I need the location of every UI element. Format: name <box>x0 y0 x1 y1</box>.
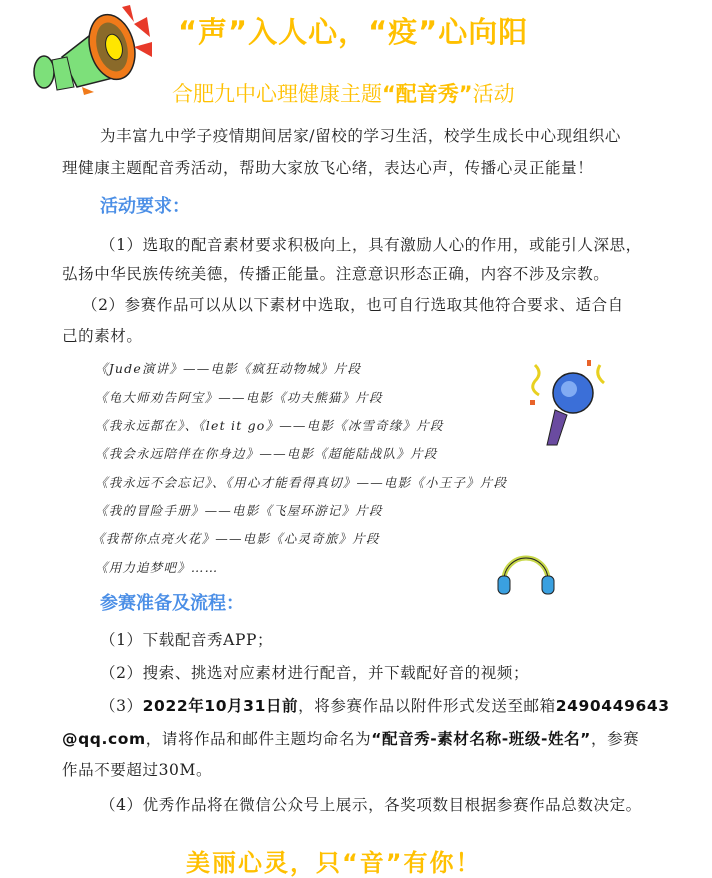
material-item: 《我永远都在》、《let it go》——电影《冰雪奇缘》片段 <box>95 418 444 433</box>
material-item: 《龟大师劝告阿宝》——电影《功夫熊猫》片段 <box>95 390 383 405</box>
subtitle-highlight: “配音秀” <box>382 82 473 106</box>
intro-line-2: 理健康主题配音秀活动，帮助大家放飞心绪，表达心声，传播心灵正能量！ <box>62 159 594 177</box>
material-item: 《我会永远陪伴在你身边》——电影《超能陆战队》片段 <box>95 446 438 461</box>
megaphone-icon <box>22 2 157 97</box>
material-item: 《Jude演讲》——电影《疯狂动物城》片段 <box>95 361 362 376</box>
requirement-1-line-1: （1）选取的配音素材要求积极向上，具有激励人心的作用，或能引人深思， <box>100 236 642 254</box>
step-3-prefix: （3） <box>100 697 143 715</box>
step-3-naming-text: ，请将作品和邮件主题均命名为 <box>145 730 372 748</box>
email-address-part-2: @qq.com <box>62 730 146 748</box>
step-3-text: ，将参赛作品以附件形式发送至邮箱 <box>298 697 556 715</box>
material-item: 《我帮你点亮火花》——电影《心灵奇旅》片段 <box>92 531 380 546</box>
poster-subtitle <box>172 78 515 108</box>
process-step-3-line-1 <box>100 694 670 716</box>
subtitle-suffix: 活动 <box>472 82 515 106</box>
requirement-1-line-2: 弘扬中华民族传统美德，传播正能量。注意意识形态正确，内容不涉及宗教。 <box>62 265 610 283</box>
section-heading-process: 参赛准备及流程： <box>100 593 244 614</box>
material-item: 《用力追梦吧》…… <box>95 560 219 575</box>
requirement-2-line-2: 己的素材。 <box>62 327 143 345</box>
subtitle-prefix: 合肥九中心理健康主题 <box>172 82 382 106</box>
naming-format: “配音秀-素材名称-班级-姓名” <box>371 730 591 748</box>
intro-line-1: 为丰富九中学子疫情期间居家/留校的学习生活，校学生成长中心现组织心 <box>100 127 622 145</box>
process-step-3-line-2 <box>62 727 639 749</box>
requirement-2-line-1: （2）参赛作品可以从以下素材中选取，也可自行选取其他符合要求、适合自 <box>82 296 624 314</box>
footer-slogan: 美丽心灵，只“音”有你！ <box>186 849 482 877</box>
process-step-2: （2）搜索、挑选对应素材进行配音，并下载配好音的视频； <box>100 664 530 682</box>
step-3-line-end: ，参赛 <box>590 730 640 748</box>
microphone-icon <box>525 355 615 450</box>
section-heading-requirements: 活动要求： <box>100 196 190 217</box>
process-step-1: （1）下载配音秀APP； <box>100 631 274 649</box>
email-address-part-1: 2490449643 <box>555 697 670 715</box>
deadline: 2022年10月31日前 <box>142 697 299 715</box>
poster-title: “声”入人心，“疫”心向阳 <box>178 15 529 49</box>
material-item: 《我的冒险手册》——电影《飞屋环游记》片段 <box>95 503 383 518</box>
process-step-3-line-3: 作品不要超过30M。 <box>62 761 213 779</box>
material-item: 《我永远不会忘记》、《用心才能看得真切》——电影《小王子》片段 <box>95 475 508 490</box>
headphones-icon <box>496 548 556 598</box>
process-step-4: （4）优秀作品将在微信公众号上展示，各奖项数目根据参赛作品总数决定。 <box>100 796 642 814</box>
